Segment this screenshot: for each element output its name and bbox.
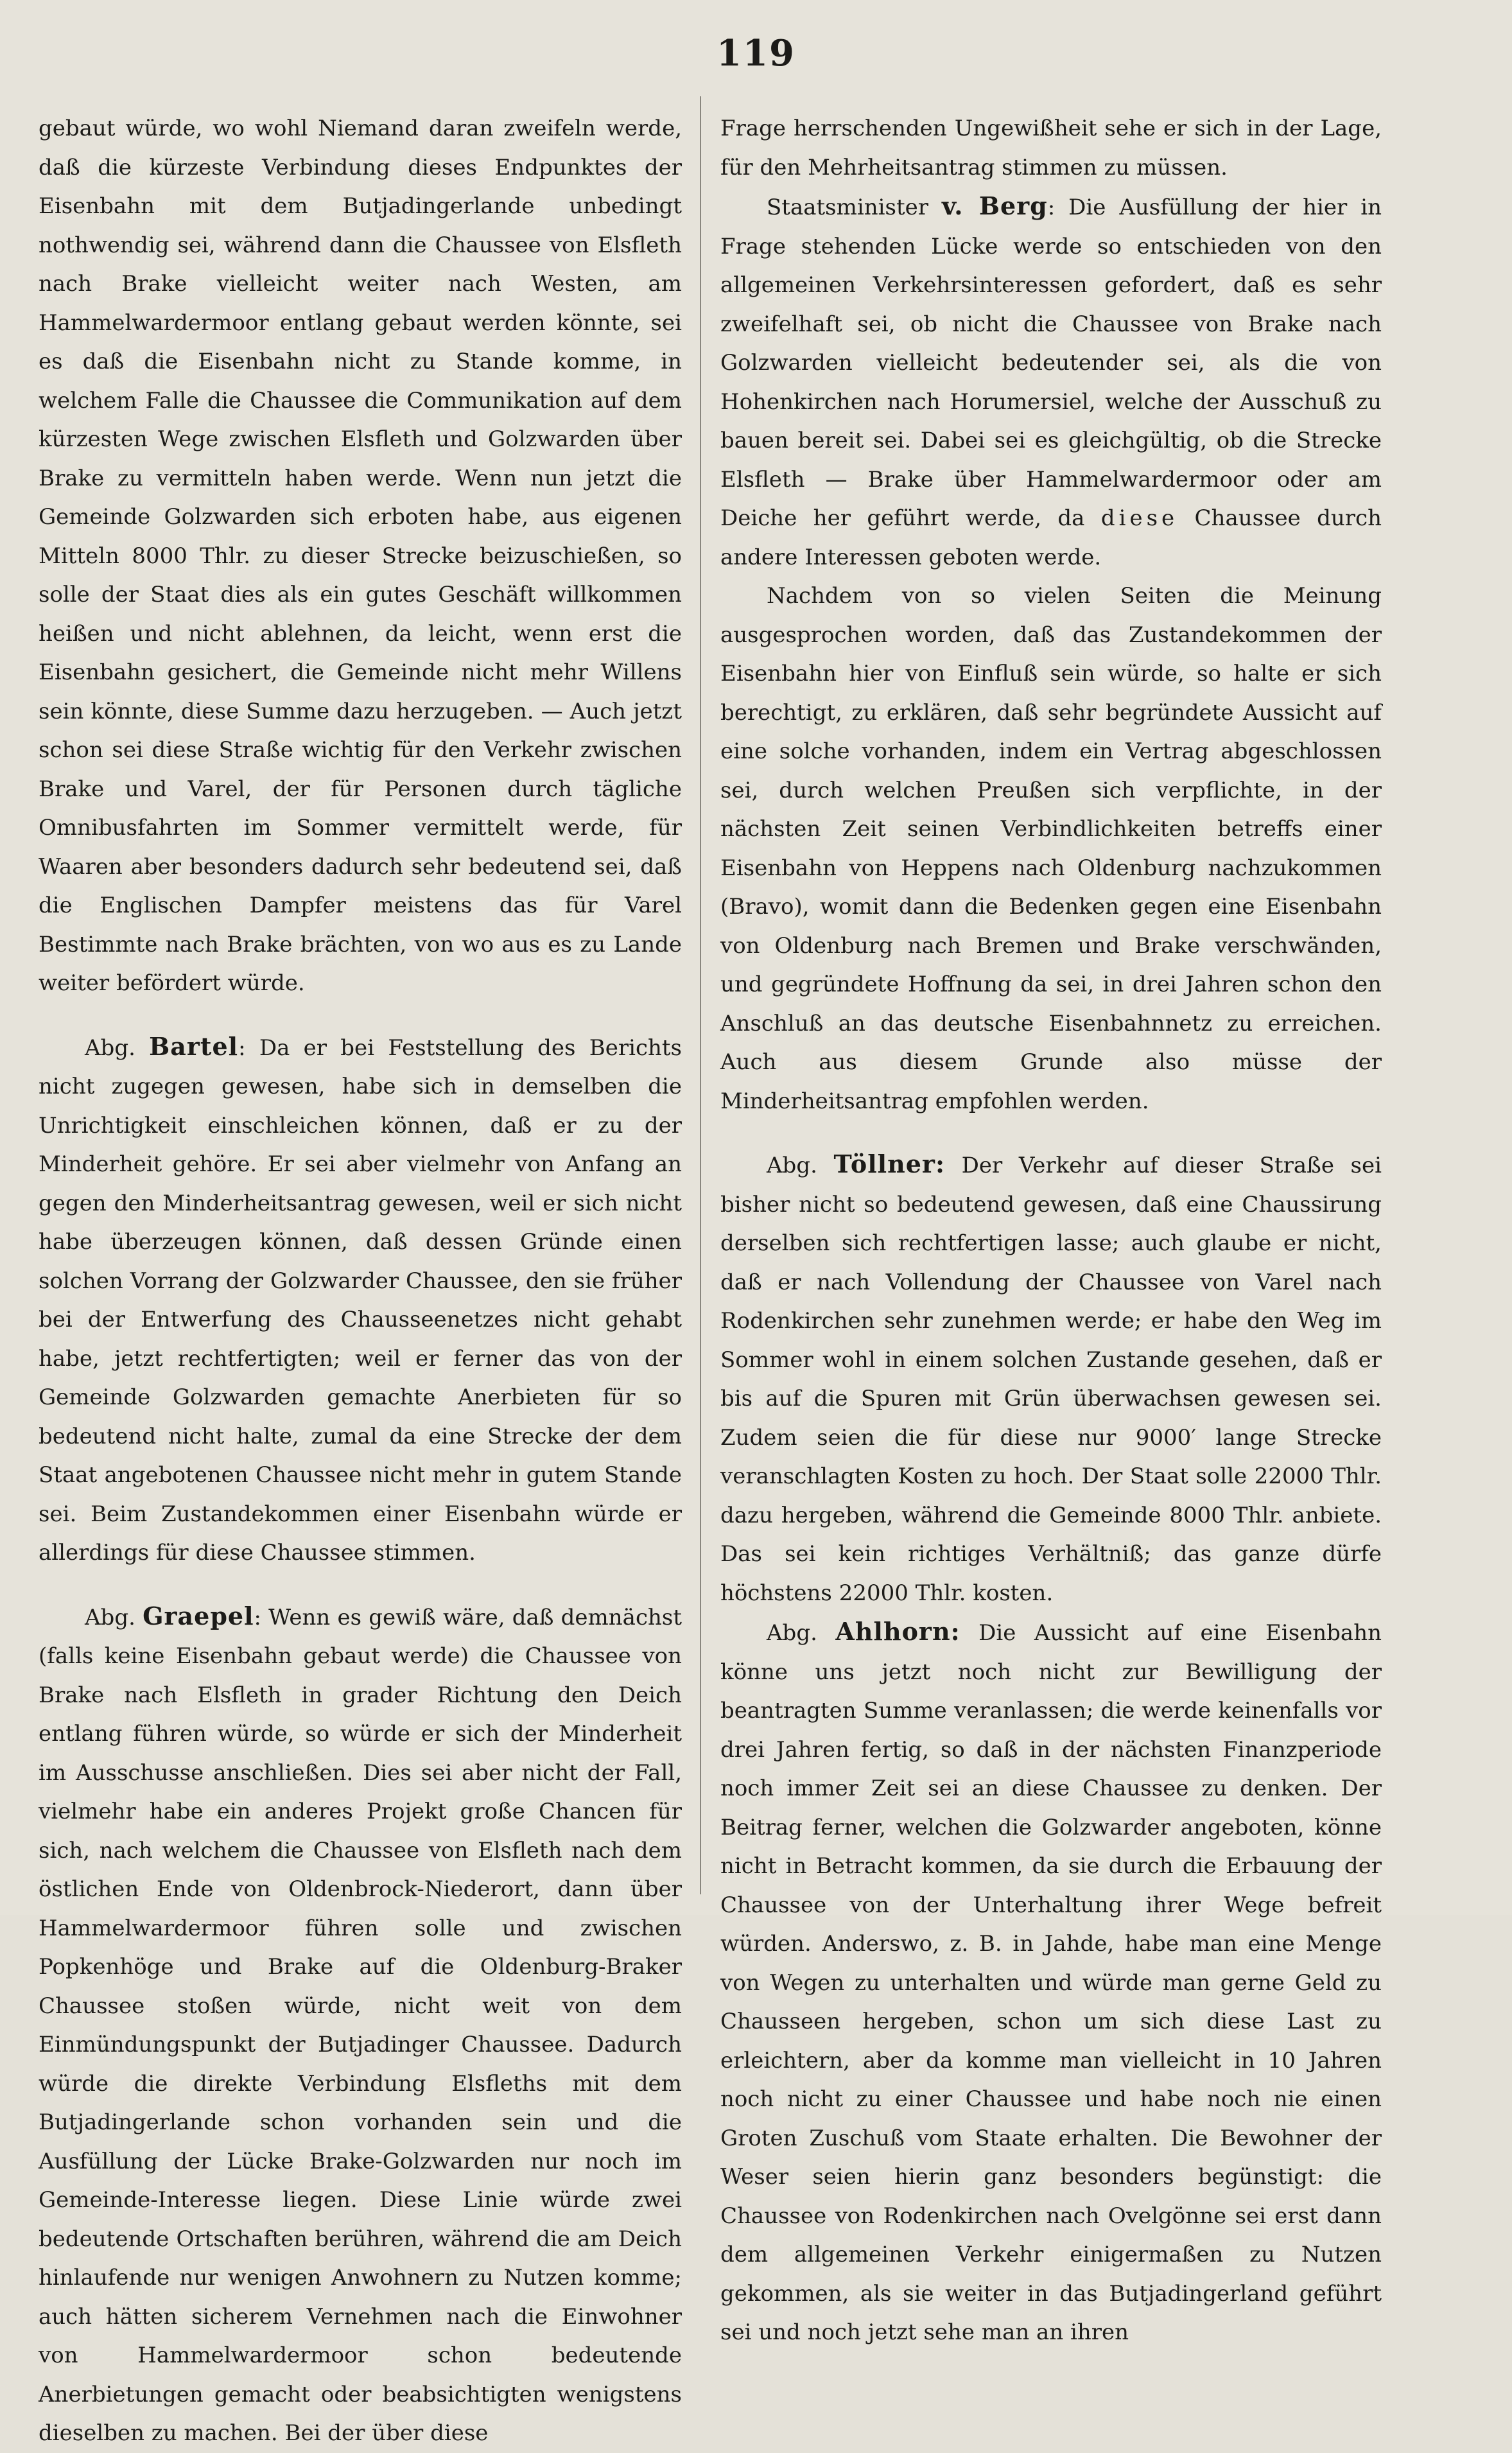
speaker-name-ahlhorn: Ahlhorn:	[835, 1617, 960, 1646]
page-number: 119	[717, 32, 795, 74]
paragraph-berg	[720, 187, 1382, 577]
speaker-prefix: Abg.	[767, 1153, 817, 1178]
right-column	[720, 109, 1382, 2352]
speaker-prefix: Staatsminister	[767, 195, 928, 220]
emphasized-word: diese	[1100, 505, 1179, 531]
speaker-name-berg: v. Berg	[941, 191, 1048, 220]
speech-text-berg-a: : Die Ausfüllung der hier in Frage stehenden Lücke werde so entschieden von den allgemeinen Verkehrsinteressen gefordert, daß es sehr zweifelhaft sei, ob nicht die Chaussee von Brake nach Golzwarden vielleicht bedeutender sei, als die von Hohenkirchen nach Horumersiel, welche der Ausschuß zu bauen bereit sei. Dabei sei es gleichgültig, ob die Strecke Elsfleth — Brake über Hammelwardermoor oder am Deiche her geführt werde, da	[720, 195, 1382, 531]
paragraph-bartel	[39, 1027, 682, 1573]
column-divider	[700, 96, 701, 1894]
paragraph-graepel	[39, 1597, 682, 2453]
speaker-name-toellner: Töllner:	[833, 1149, 945, 1178]
speech-text-toellner: Der Verkehr auf dieser Straße sei bisher nicht so bedeutend gewesen, daß eine Chaussirung derselben sich rechtfertigen lasse; auch glaube er nicht, daß er nach Vollendung der Chaussee von Varel nach Rodenkirchen sehr zunehmen werde; er habe den Weg im Sommer wohl in einem solchen Zustande gesehen, daß er bis auf die Spuren mit Grün überwachsen gewesen sei. Zudem seien die für diese nur 9000′ lange Strecke veranschlagten Kosten zu hoch. Der Staat solle 22000 Thlr. dazu hergeben, während die Gemeinde 8000 Thlr. anbiete. Das sei kein richtiges Verhältniß; das ganze dürfe höchstens 22000 Thlr. kosten.	[720, 1153, 1382, 1606]
paragraph-berg-continued: Nachdem von so vielen Seiten die Meinung ausgesprochen worden, daß das Zustandekommen der Eisenbahn hier von Einfluß sein würde, so halte er sich berechtigt, zu erklären, daß sehr begründete Aussicht auf eine solche vorhanden, indem ein Vertrag abgeschlossen sei, durch welchen Preußen sich verpflichte, in der nächsten Zeit seinen Verbindlichkeiten betreffs einer Eisenbahn von Heppens nach Oldenburg nachzukommen (Bravo), womit dann die Bedenken gegen eine Eisenbahn von Oldenburg nach Bremen und Brake verschwänden, und gegründete Hoffnung da sei, in drei Jahren schon den Anschluß an das deutsche Eisenbahnnetz zu erreichen. Auch aus diesem Grunde also müsse der Minderheitsantrag empfohlen werden.	[720, 583, 1382, 1114]
paragraph-toellner	[720, 1145, 1382, 1612]
paragraph-ahlhorn	[720, 1612, 1382, 2352]
paragraph-continuation-right: Frage herrschenden Ungewißheit sehe er sich in der Lage, für den Mehrheitsantrag stimmen zu müssen.	[720, 116, 1382, 180]
speaker-prefix: Abg.	[85, 1604, 135, 1630]
speaker-prefix: Abg.	[767, 1620, 817, 1646]
speech-text-berg-b: Chaussee durch andere Interessen geboten werde.	[720, 505, 1382, 570]
speech-text-graepel: : Wenn es gewiß wäre, daß demnächst (falls keine Eisenbahn gebaut werde) die Chaussee von Brake nach Elsfleth in grader Richtung den Deich entlang führen würde, so würde er sich der Minderheit im Ausschusse anschließen. Dies sei aber nicht der Fall, vielmehr habe ein anderes Projekt große Chancen für sich, nach welchem die Chaussee von Elsfleth nach dem östlichen Ende von Oldenbrock-Niederort, dann über Hammelwardermoor führen solle und zwischen Popkenhöge und Brake auf die Oldenburg-Braker Chaussee stoßen würde, nicht weit von dem Einmündungspunkt der Butjadinger Chaussee. Dadurch würde die direkte Verbindung Elsfleths mit dem Butjadingerlande schon vorhanden sein und die Ausfüllung der Lücke Brake-Golzwarden nur noch im Gemeinde-Interesse liegen. Diese Linie würde zwei bedeutende Ortschaften berühren, während die am Deich hinlaufende nur wenigen Anwohnern zu Nutzen komme; auch hätten sicherem Vernehmen nach die Einwohner von Hammelwardermoor schon bedeutende Anerbietungen gemacht oder beabsichtigten wenigstens dieselben zu machen. Bei der über diese	[39, 1604, 682, 2446]
speaker-name-bartel: Bartel	[149, 1031, 239, 1061]
speech-text-ahlhorn: Die Aussicht auf eine Eisenbahn könne uns jetzt noch nicht zur Bewilligung der beantragten Summe veranlassen; die werde keinenfalls vor drei Jahren fertig, so daß in der nächsten Finanzperiode noch immer Zeit sei an diese Chaussee zu denken. Der Beitrag ferner, welchen die Golzwarder angeboten, könne nicht in Betracht kommen, da sie durch die Erbauung der Chaussee von der Unterhaltung ihrer Wege befreit würden. Anderswo, z. B. in Jahde, habe man eine Menge von Wegen zu unterhalten und würde man gerne Geld zu Chausseen hergeben, schon um sich diese Last zu erleichtern, aber da komme man vielleicht in 10 Jahren noch nicht zu einer Chaussee und habe noch nie einen Groten Zuschuß vom Staate erhalten. Die Bewohner der Weser seien hierin ganz besonders begünstigt: die Chaussee von Rodenkirchen nach Ovelgönne sei erst dann dem allgemeinen Verkehr einigermaßen zu Nutzen gekommen, als sie weiter in das Butjadingerland geführt sei und noch jetzt sehe man an ihren	[720, 1620, 1382, 2345]
paragraph-continuation: gebaut würde, wo wohl Niemand daran zweifeln werde, daß die kürzeste Verbindung dieses Endpunktes der Eisenbahn mit dem Butjadingerlande unbedingt nothwendig sei, während dann die Chaussee von Elsfleth nach Brake vielleicht weiter nach Westen, am Hammelwardermoor entlang gebaut werden könnte, sei es daß die Eisenbahn nicht zu Stande komme, in welchem Falle die Chaussee die Communikation auf dem kürzesten Wege zwischen Elsfleth und Golzwarden über Brake zu vermitteln haben werde. Wenn nun jetzt die Gemeinde Golzwarden sich erboten habe, aus eigenen Mitteln 8000 Thlr. zu dieser Strecke beizuschießen, so solle der Staat dies als ein gutes Geschäft willkommen heißen und nicht ablehnen, da leicht, wenn erst die Eisenbahn gesichert, die Gemeinde nicht mehr Willens sein könnte, diese Summe dazu herzugeben. — Auch jetzt schon sei diese Straße wichtig für den Verkehr zwischen Brake und Varel, der für Personen durch tägliche Omnibusfahrten im Sommer vermittelt werde, für Waaren aber besonders dadurch sehr bedeutend sei, daß die Englischen Dampfer meistens das für Varel Bestimmte nach Brake brächten, von wo aus es zu Lande weiter befördert würde.	[39, 116, 682, 996]
speaker-prefix: Abg.	[85, 1034, 135, 1061]
speaker-name-graepel: Graepel	[143, 1601, 254, 1630]
left-column	[39, 109, 682, 2453]
speech-text-bartel: : Da er bei Feststellung des Berichts nicht zugegen gewesen, habe sich in demselben die Unrichtigkeit einschleichen können, daß er zu der Minderheit gehöre. Er sei aber vielmehr von Anfang an gegen den Minderheitsantrag gewesen, weil er sich nicht habe überzeugen können, daß dessen Gründe einen solchen Vorrang der Golzwarder Chaussee, den sie früher bei der Entwerfung des Chausseenetzes nicht gehabt habe, jetzt rechtfertigten; weil er ferner das von der Gemeinde Golzwarden gemachte Anerbieten für so bedeutend nicht halte, zumal da eine Strecke der dem Staat angebotenen Chaussee nicht mehr in gutem Stande sei. Beim Zustandekommen einer Eisenbahn würde er allerdings für diese Chaussee stimmen.	[39, 1034, 682, 1566]
